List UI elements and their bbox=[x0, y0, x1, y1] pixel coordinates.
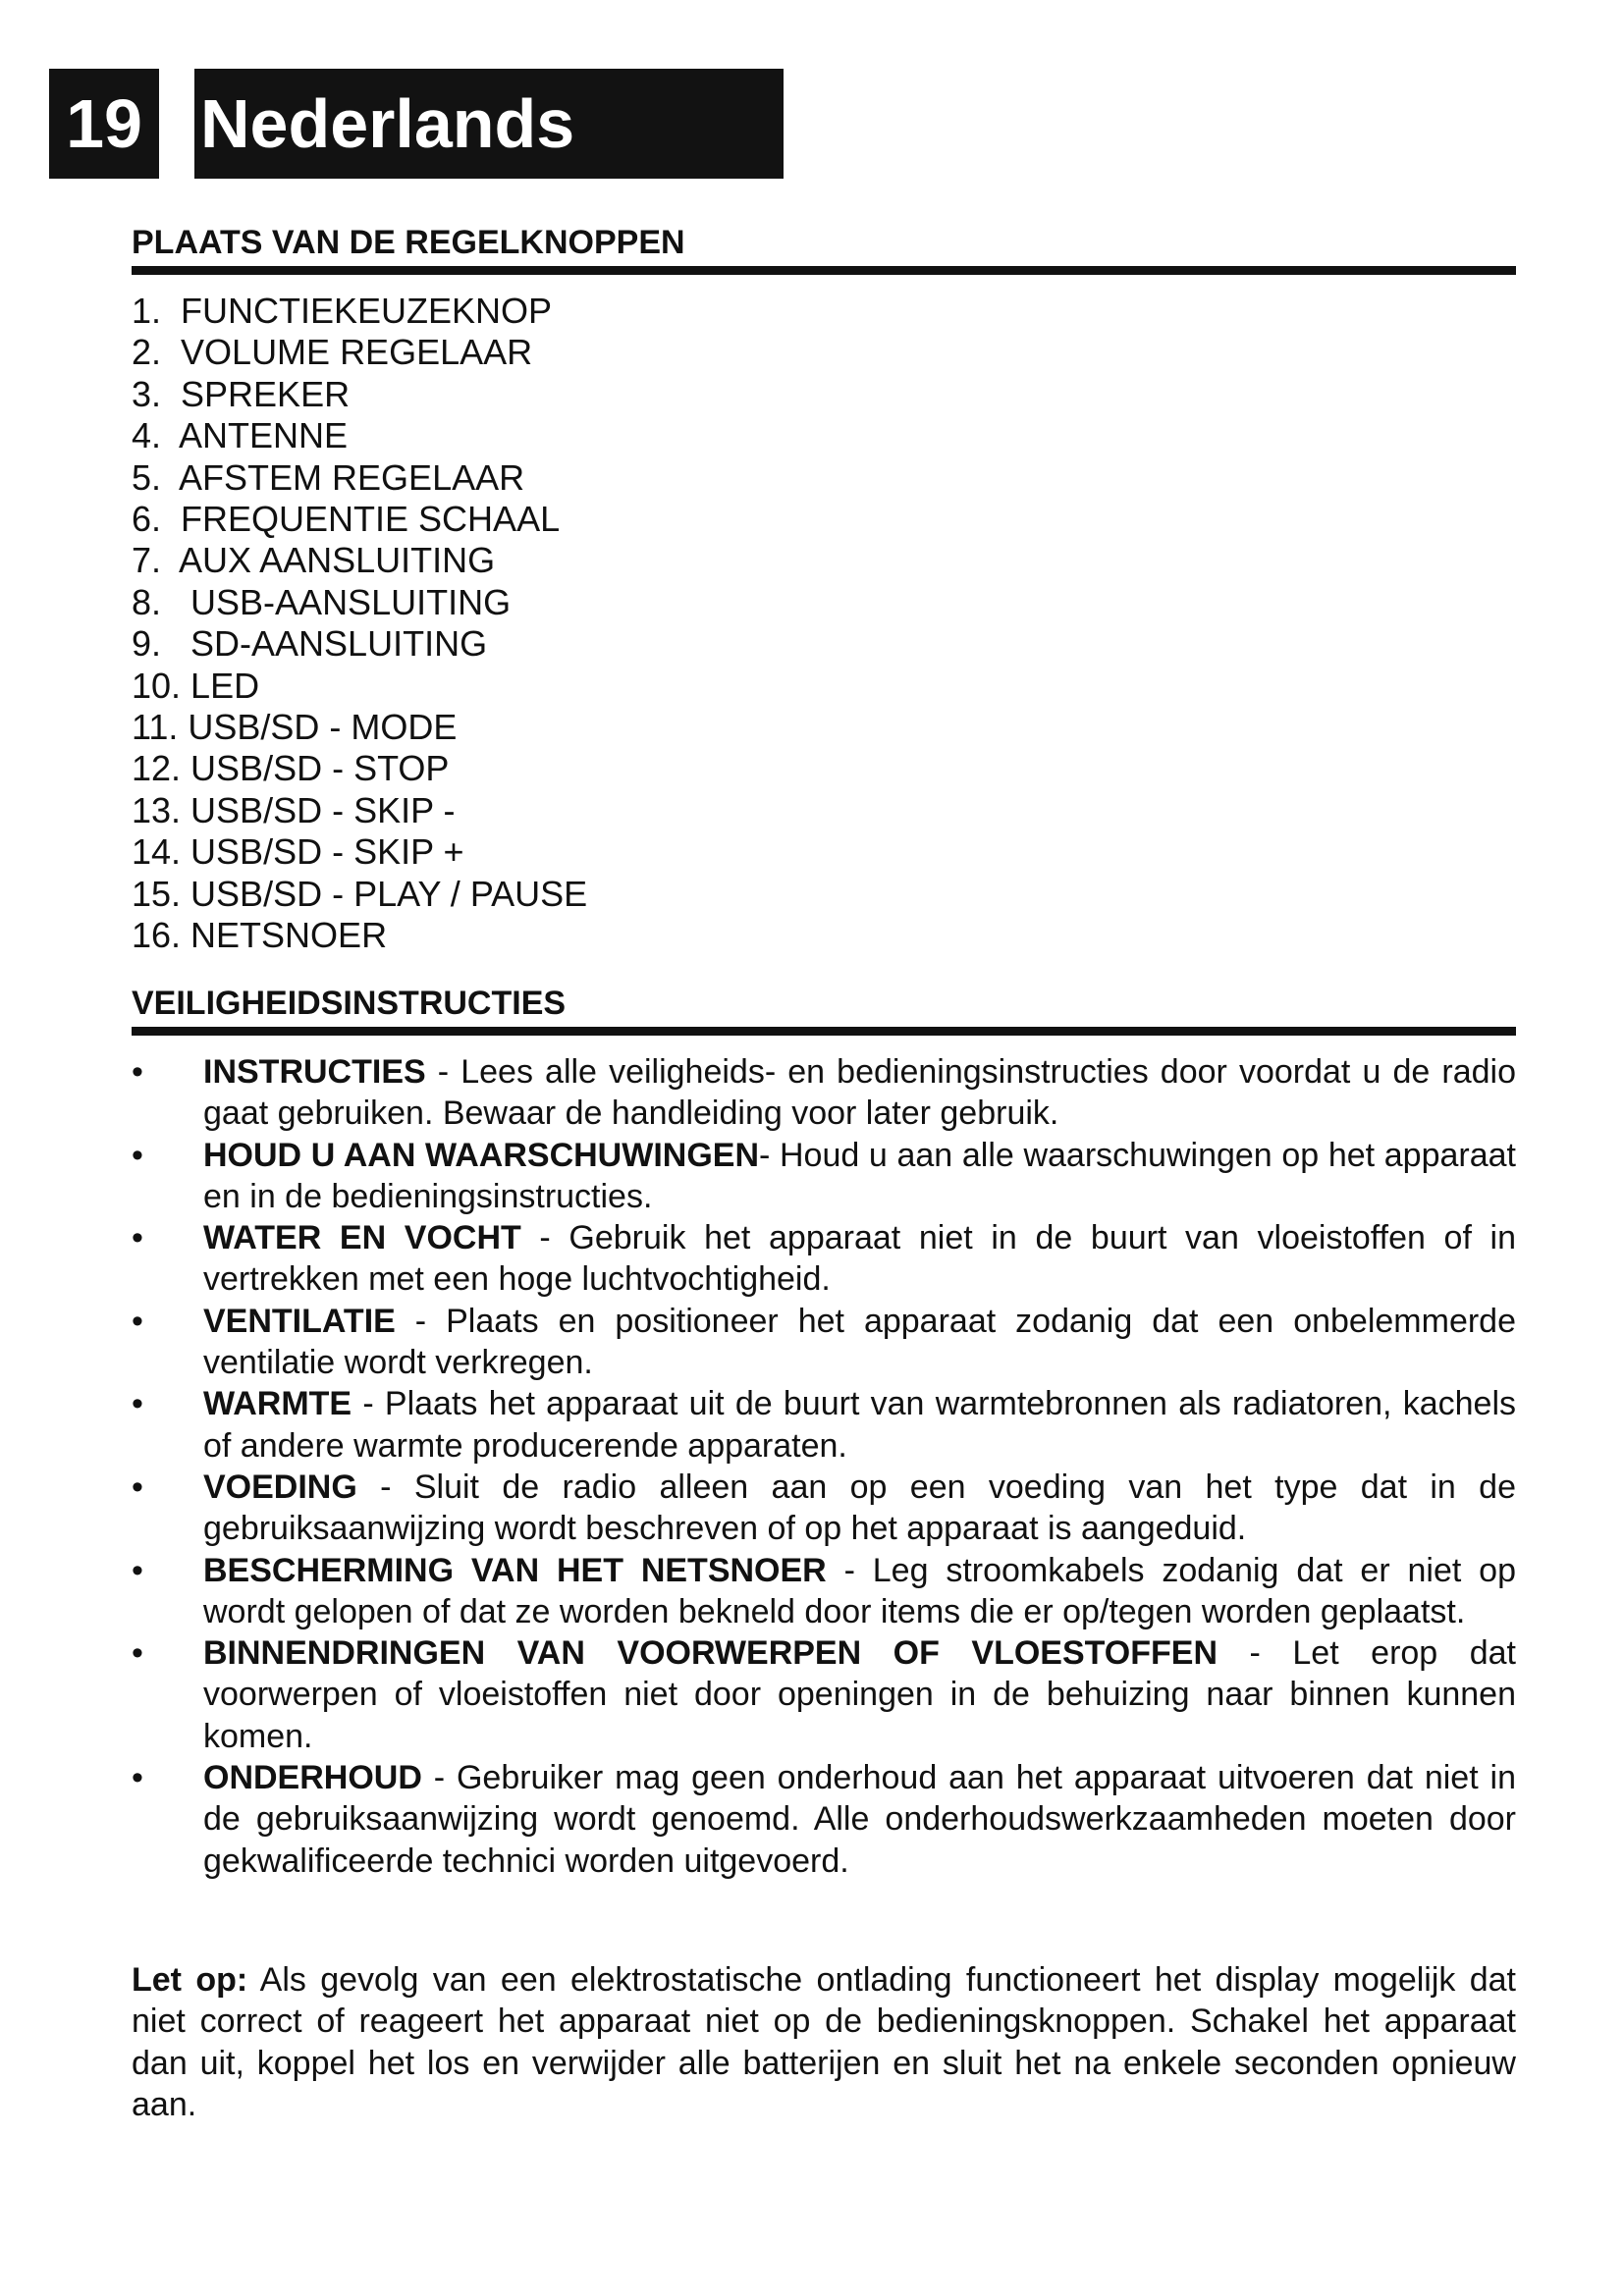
safety-section-title: VEILIGHEIDSINSTRUCTIES bbox=[132, 984, 1516, 1036]
safety-term: BESCHERMING VAN HET NETSNOER bbox=[203, 1551, 827, 1589]
safety-text: - Let erop dat voorwerpen of vloeistoffen niet door openingen in de behuizing naar binnen kunnen komen. bbox=[203, 1634, 1516, 1755]
list-item: 11. USB/SD - MODE bbox=[132, 707, 458, 748]
safety-text: - Leg stroomkabels zodanig dat er niet op wordt gelopen of dat ze worden bekneld door items die er op/tegen worden geplaatst. bbox=[203, 1551, 1516, 1630]
safety-item bbox=[132, 1301, 1516, 1384]
controls-list bbox=[132, 291, 587, 957]
list-item: 6. FREQUENTIE SCHAAL bbox=[132, 499, 561, 540]
list-item: 9. SD-AANSLUITING bbox=[132, 623, 488, 665]
safety-term: BINNENDRINGEN VAN VOORWERPEN OF VLOESTOFFEN bbox=[203, 1634, 1218, 1673]
safety-text: - Houd u aan alle waarschuwingen op het apparaat en in de bedieningsinstructies. bbox=[203, 1136, 1516, 1215]
safety-section-header bbox=[132, 984, 1516, 1036]
safety-item bbox=[132, 1467, 1516, 1550]
list-item: 3. SPREKER bbox=[132, 373, 351, 414]
list-item: 7. AUX AANSLUITING bbox=[132, 540, 496, 581]
bullet-icon: • bbox=[132, 1136, 143, 1174]
list-item: 12. USB/SD - STOP bbox=[132, 748, 450, 789]
bullet-icon: • bbox=[132, 1468, 143, 1506]
page-number: 19 bbox=[49, 69, 159, 179]
list-item: 14. USB/SD - SKIP + bbox=[132, 831, 464, 873]
language-title: Nederlands bbox=[194, 69, 784, 179]
safety-term: INSTRUCTIES bbox=[203, 1053, 426, 1091]
list-item: 1. FUNCTIEKEUZEKNOP bbox=[132, 291, 553, 331]
safety-text: - Lees alle veiligheids- en bedieningsinstructies door voordat u de radio gaat gebruiken. Bewaar de handleiding voor later gebruik. bbox=[203, 1053, 1516, 1133]
list-item: 10. LED bbox=[132, 665, 260, 706]
bullet-icon: • bbox=[132, 1759, 143, 1797]
controls-section-title: PLAATS VAN DE REGELKNOPPEN bbox=[132, 223, 1516, 275]
safety-term: ONDERHOUD bbox=[203, 1759, 422, 1797]
safety-item bbox=[132, 1135, 1516, 1218]
note-text: Als gevolg van een elektrostatische ontlading functioneert het display mogelijk dat niet correct of reageert het apparaat niet op de bedieningsknoppen. Schakel het apparaat dan uit, koppel het los en verwijder alle batterijen en sluit het na enkele seconden opnieuw aan. bbox=[132, 1961, 1516, 2123]
safety-term: VENTILATIE bbox=[203, 1302, 396, 1340]
bullet-icon: • bbox=[132, 1634, 143, 1673]
safety-item bbox=[132, 1550, 1516, 1633]
safety-text: - Gebruik het apparaat niet in de buurt van vloeistoffen of in vertrekken met een hoge luchtvochtigheid. bbox=[203, 1219, 1517, 1299]
safety-item bbox=[132, 1217, 1516, 1301]
list-item: 13. USB/SD - SKIP - bbox=[132, 789, 456, 830]
safety-item bbox=[132, 1757, 1516, 1882]
list-item: 15. USB/SD - PLAY / PAUSE bbox=[132, 873, 588, 914]
safety-list bbox=[132, 1051, 1516, 1882]
safety-term: HOUD U AAN WAARSCHUWINGEN bbox=[203, 1136, 760, 1174]
list-item: 8. USB-AANSLUITING bbox=[132, 581, 512, 622]
safety-text: - Plaats en positioneer het apparaat zodanig dat een onbelemmerde ventilatie wordt verkregen. bbox=[203, 1302, 1516, 1382]
list-item: 2. VOLUME REGELAAR bbox=[132, 332, 533, 373]
note-label: Let op: bbox=[132, 1961, 248, 1999]
bullet-icon: • bbox=[132, 1302, 143, 1340]
bullet-icon: • bbox=[132, 1385, 143, 1423]
bullet-icon: • bbox=[132, 1551, 143, 1589]
safety-term: WARMTE bbox=[203, 1385, 352, 1423]
safety-term: VOEDING bbox=[203, 1468, 357, 1506]
safety-item bbox=[132, 1632, 1516, 1757]
list-item: 4. ANTENNE bbox=[132, 415, 349, 456]
bullet-icon: • bbox=[132, 1053, 143, 1091]
controls-section-header bbox=[132, 223, 1516, 275]
list-item: 16. NETSNOER bbox=[132, 915, 388, 956]
list-item: 5. AFSTEM REGELAAR bbox=[132, 456, 525, 498]
safety-term: WATER EN VOCHT bbox=[203, 1219, 521, 1257]
safety-text: - Sluit de radio alleen aan op een voeding van het type dat in de gebruiksaanwijzing wordt beschreven of op het apparaat is aangeduid. bbox=[203, 1468, 1516, 1548]
bullet-icon: • bbox=[132, 1219, 143, 1257]
safety-item bbox=[132, 1051, 1516, 1135]
note-paragraph bbox=[132, 1959, 1516, 2125]
safety-text: - Gebruiker mag geen onderhoud aan het apparaat uitvoeren dat niet in de gebruiksaanwijzing wordt genoemd. Alle onderhoudswerkzaamheden moeten door gekwalificeerde technici worden uitgevoerd. bbox=[203, 1759, 1516, 1880]
safety-text: - Plaats het apparaat uit de buurt van warmtebronnen als radiatoren, kachels of andere warmte producerende apparaten. bbox=[203, 1385, 1516, 1465]
safety-item bbox=[132, 1383, 1516, 1467]
